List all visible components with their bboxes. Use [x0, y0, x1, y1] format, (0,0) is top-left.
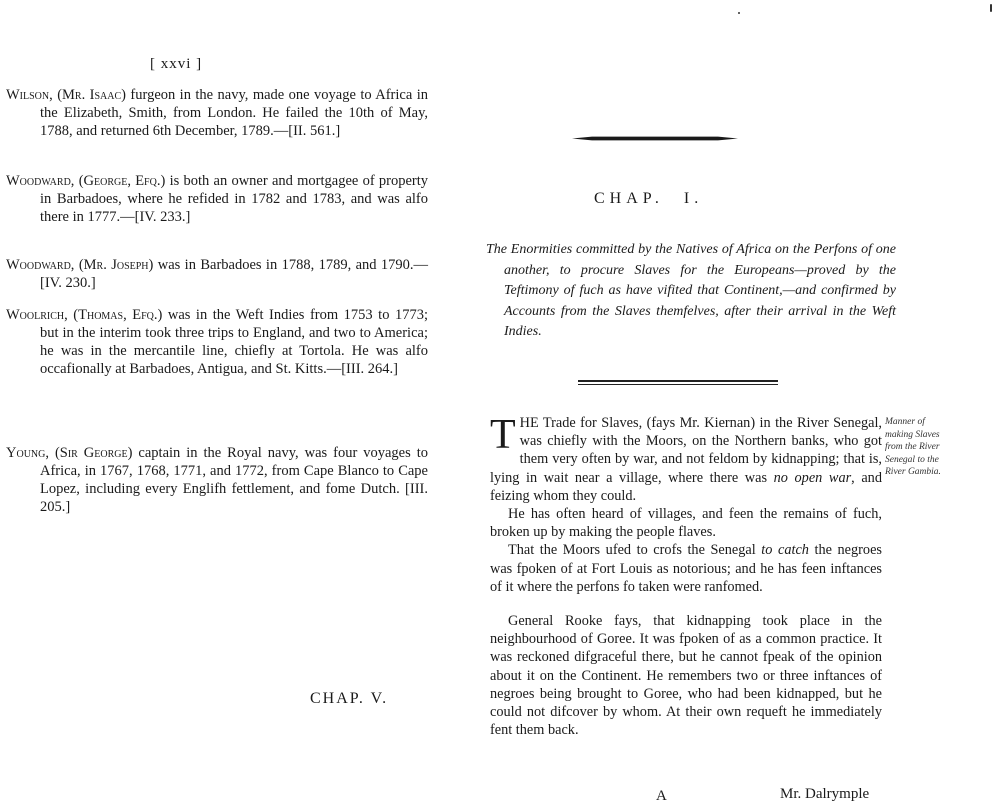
chapter-label: CHAP.: [594, 190, 664, 207]
right-page: [480, 0, 1000, 809]
list-entry: [6, 444, 428, 516]
chapter-number: I.: [683, 190, 704, 207]
page-number: [ xxvi ]: [150, 56, 203, 72]
drop-cap: T: [490, 412, 516, 458]
emphasis: no open war: [773, 469, 852, 486]
chapter-heading: [594, 190, 703, 208]
paragraph: He has often heard of villages, and feen the remains of fuch, broken up by making the people flaves.: [490, 506, 882, 541]
entry-text: was in the Weft Indies from 1753 to 1773; but in the interim took three trips to England, and two to America; he was in the mercantile line, chiefly at Tortola. He was alfo occafionally at Barbadoes, Antigua, and St. Kitts.—[III. 264.]: [40, 307, 428, 377]
paragraph-text: the negroes was fpoken of at Fort Louis as notorious; and he has feen inftances of it where the perfons fo taken were ranfomed.: [490, 542, 882, 595]
paragraph: General Rooke fays, that kidnapping took place in the neighbourhood of Goree. It was fpoken of as a common practice. It was reckoned difgraceful there, but he cannot fpeak of the opinion about it on the Continent. He remembers two or three inftances of negroes being brought to Goree, who had been kidnapped, but he could not difcover by whom. At their own requeft he immediately fent them back.: [490, 613, 882, 739]
entry-surname: Woodward,: [6, 173, 75, 189]
marginal-note: Manner of making Slaves from the River Senegal to the River Gambia.: [885, 417, 941, 478]
chapter-summary: The Enormities committed by the Natives of Africa on the Perfons of one another, to procure Slaves for the Europeans—proved by the Teftimony of fuch as have vifited that Continent,—and confirmed by Accounts from the Slaves themfelves, after their arrival in the Weft Indies.: [486, 242, 896, 339]
chapter-body: [490, 414, 882, 739]
entry-surname: Young,: [6, 445, 49, 461]
emphasis: to catch: [761, 542, 809, 559]
entry-text: was in Barbadoes in 1788, 1789, and 1790.—[IV. 230.]: [40, 257, 429, 291]
entry-surname: Woodward,: [6, 257, 75, 273]
entry-surname: Woolrich,: [6, 307, 68, 323]
entry-surname: Wilson,: [6, 87, 53, 103]
entry-text: furgeon in the navy, made one voyage to Africa in the Elizabeth, Smith, from London. He failed the 10th of May, 1788, and returned 6th December, 1789.—[II. 561.]: [40, 87, 428, 139]
chapter-heading: CHAP. V.: [310, 690, 389, 707]
paragraph: [490, 541, 882, 596]
list-entry: [6, 256, 428, 292]
double-rule: [578, 380, 778, 387]
paragraph-text: HE Trade for Slaves, (fays Mr. Kiernan) in the River Senegal, was chiefly with the Moors, on the Northern banks, who got them very often by war, and not feldom by kidnapping; that is, lying in wait near a village, where there was: [490, 415, 882, 486]
list-entry: [6, 86, 428, 140]
entry-name: (Mr. Joseph): [78, 257, 154, 273]
paragraph-text: , and feizing whom they could.: [490, 469, 882, 504]
paragraph: [490, 414, 882, 505]
entry-text: is both an owner and mortgagee of property in Barbadoes, where he refided in 1782 and 1783, and was alfo there in 1777.—[IV. 233.]: [40, 173, 429, 225]
paragraph-text: That the Moors ufed to crofs the Senegal: [508, 542, 756, 559]
entry-text: captain in the Royal navy, was four voyages to Africa, in 1767, 1768, 1771, and 1772, from Cape Blanco to Cape Lopez, including every Englifh fettlement, and fome Dutch. [III. 205.]: [40, 445, 429, 515]
list-entry: [6, 306, 428, 378]
catchword: Mr. Dalrymple: [780, 786, 870, 802]
entry-name: (Thomas, Efq.): [73, 307, 163, 323]
entry-name: (George, Efq.): [78, 173, 166, 189]
ink-speck: [990, 4, 992, 12]
ink-speck: [738, 12, 740, 14]
left-page: [0, 0, 440, 809]
ornamental-rule: [572, 136, 738, 141]
list-entry: [6, 172, 428, 226]
signature-mark: A: [656, 788, 667, 804]
entry-name: (Sir George): [54, 445, 133, 461]
entry-name: (Mr. Isaac): [57, 87, 126, 103]
